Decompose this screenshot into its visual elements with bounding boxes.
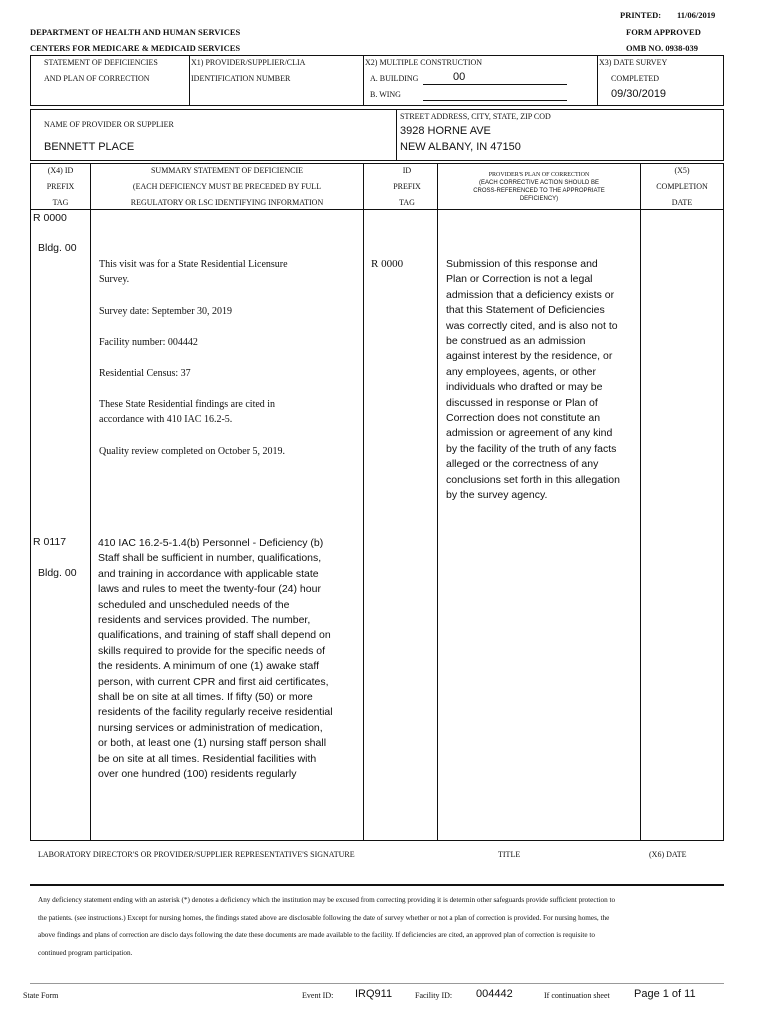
event-id-label: Event ID: xyxy=(302,991,334,1000)
rule xyxy=(723,163,724,840)
rule xyxy=(640,163,641,840)
building-tag-2: Bldg. 00 xyxy=(38,567,77,579)
rule xyxy=(423,100,567,101)
date-label: DATE xyxy=(671,198,693,207)
event-id-value: IRQ911 xyxy=(355,988,393,1000)
rule xyxy=(30,983,724,984)
summary1-line: accordance with 410 IAC 16.2-5. xyxy=(99,414,233,425)
printed-label: PRINTED: xyxy=(620,10,662,20)
rule xyxy=(30,163,724,164)
department-title: DEPARTMENT OF HEALTH AND HUMAN SERVICES xyxy=(30,27,241,37)
address-street: 3928 HORNE AVE xyxy=(400,125,491,137)
state-form-label: State Form xyxy=(23,991,59,1000)
completion-label: COMPLETION xyxy=(656,182,708,191)
x4-prefix-label: PREFIX xyxy=(46,182,75,191)
rule xyxy=(30,105,724,106)
tag-r0117: R 0117 xyxy=(33,536,67,548)
page-number: Page 1 of 11 xyxy=(634,988,696,1000)
address-label: STREET ADDRESS, CITY, STATE, ZIP COD xyxy=(400,112,551,121)
rule xyxy=(30,160,724,161)
provider-name: BENNETT PLACE xyxy=(44,141,135,153)
summary1-line: Survey. xyxy=(99,274,130,285)
summary2-text: 410 IAC 16.2-5-1.4(b) Personnel - Deficiency (b) Staff shall be sufficient in number, qualifications, and training in accordance with applicable state laws and rules to meet the twenty-four (24) hour scheduled and unscheduled needs of the residents and services provided. The number, qualifications, and training of staff shall depend on skills required to provide for the specific needs of the residents. A minimum of one (1) awake staff person, with current CPR and first aid certificates, shall be on site at all times. If fifty (50) or more residents of the facility regularly receive residential nursing services or administration of medication, or both, at least one (1) nursing staff person shall be on site at all times. Residential facilities with over one hundred (100) residents regularly xyxy=(98,537,333,781)
x4-id-label: (X4) ID xyxy=(47,166,74,175)
summary-header-2: (EACH DEFICIENCY MUST BE PRECEDED BY FULL xyxy=(132,182,322,191)
identification-label: IDENTIFICATION NUMBER xyxy=(191,74,291,83)
x5-label: (X5) xyxy=(674,166,690,175)
rule xyxy=(30,840,724,841)
plan-header-3: CROSS-REFERENCED TO THE APPROPRIATE xyxy=(473,188,605,194)
rule xyxy=(363,163,364,840)
summary-header-3: REGULATORY OR LSC IDENTIFYING INFORMATION xyxy=(130,198,324,207)
rule xyxy=(723,109,724,160)
rule xyxy=(30,55,31,105)
rule xyxy=(30,884,724,886)
rule xyxy=(723,55,724,105)
facility-id-label: Facility ID: xyxy=(415,991,453,1000)
continuation-label: If continuation sheet xyxy=(544,991,610,1000)
building-value: 00 xyxy=(453,71,466,83)
title-label: TITLE xyxy=(498,850,521,859)
rule xyxy=(363,55,364,105)
tag-r0000: R 0000 xyxy=(33,212,67,224)
x1-label: X1) PROVIDER/SUPPLIER/CLIA xyxy=(191,58,306,67)
printed-date: 11/06/2019 xyxy=(677,10,716,20)
x6-date-label: (X6) DATE xyxy=(649,850,687,859)
omb-number: OMB NO. 0938-039 xyxy=(626,43,699,53)
rule xyxy=(396,109,397,160)
centers-title: CENTERS FOR MEDICARE & MEDICAID SERVICES xyxy=(30,43,241,53)
building-label: A. BUILDING xyxy=(370,74,419,83)
signature-label: LABORATORY DIRECTOR'S OR PROVIDER/SUPPLIER REPRESENTATIVE'S SIGNATURE xyxy=(38,850,355,859)
id-prefix-label: PREFIX xyxy=(393,182,421,191)
x4-tag-label: TAG xyxy=(52,198,69,207)
x2-label: X2) MULTIPLE CONSTRUCTION xyxy=(365,58,483,67)
facility-id-value: 004442 xyxy=(476,988,513,1000)
plan-header-2: (EACH CORRECTIVE ACTION SHOULD BE xyxy=(478,180,600,186)
summary-header-1: SUMMARY STATEMENT OF DEFICIENCIE xyxy=(150,166,304,175)
rule xyxy=(189,55,190,105)
x3-label: X3) DATE SURVEY xyxy=(599,58,668,67)
summary1-line: Residential Census: 37 xyxy=(99,368,191,379)
disclaimer-text: Any deficiency statement ending with an asterisk (*) denotes a deficiency which the institution may be excused from correcting providing it is determin other safeguards provide sufficient protection to the patients. (see instructions.) Except for nursing homes, the findings stated above are disclosable following the date of survey whether or not a plan of correction is provided. For nursing homes, the above findings and plans of correction are disclo days following the date these documents are made available to the facility. If deficiencies are cited, an approved plan of correction is requisite to continued program participation. xyxy=(38,896,616,957)
wing-label: B. WING xyxy=(370,90,401,99)
rule xyxy=(30,109,724,110)
id-tag-label: TAG xyxy=(399,198,415,207)
summary1-line: Quality review completed on October 5, 2019. xyxy=(99,446,286,457)
rule xyxy=(30,109,31,160)
completed-label: COMPLETED xyxy=(611,74,659,83)
rule xyxy=(90,163,91,840)
building-tag-1: Bldg. 00 xyxy=(38,242,77,254)
address-city: NEW ALBANY, IN 47150 xyxy=(400,141,521,153)
rule xyxy=(597,55,598,105)
summary1-line: This visit was for a State Residential Licensure xyxy=(99,259,288,270)
plan-of-correction-text: Submission of this response and Plan or Correction is not a legal admission that a deficiency exists or that this Statement of Deficiencies was correctly cited, and is also not to be construed as an admission against interest by the residence, or any employees, agents, or other individuals who drafted or may be discussed in response or Plan of Correction does not constitute an admission or agreement of any kind by the facility of the truth of any facts alleged or the correctness of any conclusions set forth in this allegation by the survey agency. xyxy=(446,258,620,502)
id-tag-r0000: R 0000 xyxy=(371,258,404,270)
summary1-line: Facility number: 004442 xyxy=(99,337,198,348)
survey-completed-date: 09/30/2019 xyxy=(611,88,667,100)
rule xyxy=(437,163,438,840)
rule xyxy=(30,209,724,210)
provider-name-label: NAME OF PROVIDER OR SUPPLIER xyxy=(44,120,174,129)
id-label: ID xyxy=(402,166,412,175)
summary1-line: Survey date: September 30, 2019 xyxy=(99,306,233,317)
statement-label: STATEMENT OF DEFICIENCIES xyxy=(44,58,158,67)
rule xyxy=(423,84,567,85)
plan-header-1: PROVIDER'S PLAN OF CORRECTION xyxy=(488,172,590,178)
plan-header-4: DEFICIENCY) xyxy=(519,196,559,202)
form-approved: FORM APPROVED xyxy=(626,27,701,37)
plan-label: AND PLAN OF CORRECTION xyxy=(44,74,150,83)
rule xyxy=(30,163,31,840)
top-box-border xyxy=(30,55,724,56)
summary1-line: These State Residential findings are cited in xyxy=(99,399,276,410)
